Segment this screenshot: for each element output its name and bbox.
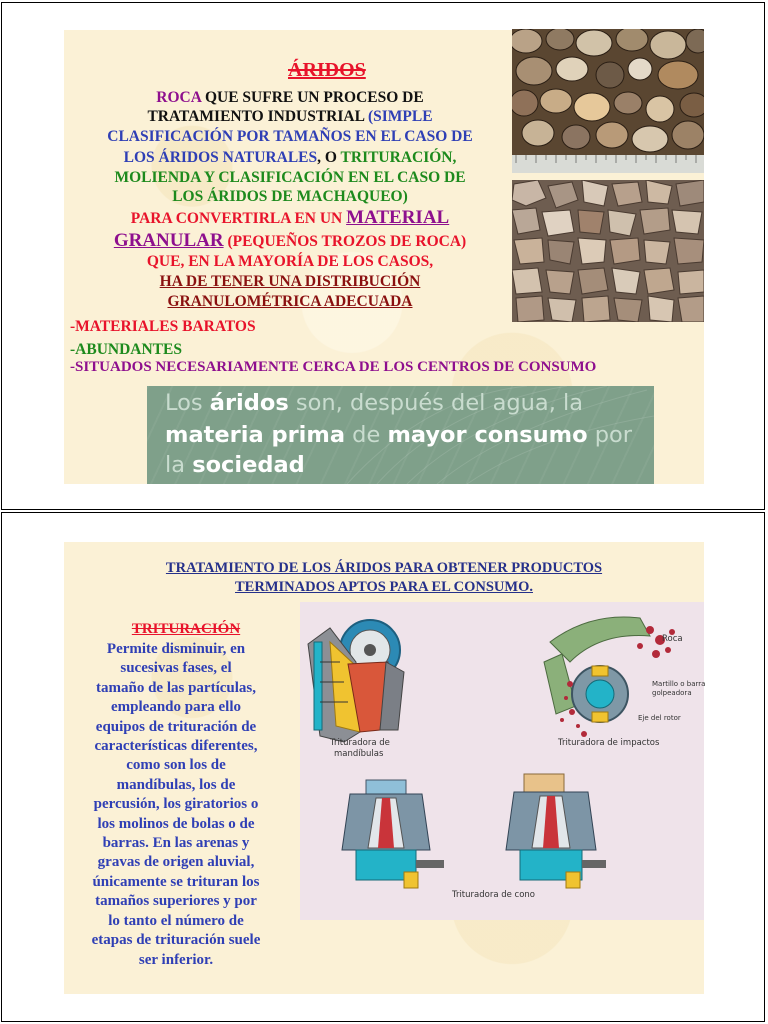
gravel-drawing xyxy=(512,180,704,322)
para-line: ser inferior. xyxy=(138,951,214,968)
definition-line-4 xyxy=(70,148,510,167)
def-text-4a: LOS ÁRIDOS NATURALES xyxy=(123,149,318,166)
bullet-cheap: -MATERIALES BARATOS xyxy=(70,318,256,335)
martillo-label-2: golpeadora xyxy=(652,689,692,697)
definition-line-5: MOLIENDA Y CLASIFICACIÓN EN EL CASO DE xyxy=(114,169,466,186)
para-line: etapas de trituración suele xyxy=(91,932,261,949)
conversion-line-4: HA DE TENER UNA DISTRIBUCIÓN xyxy=(159,273,421,290)
para-line: barras. En las arenas y xyxy=(102,835,250,852)
pebbles-drawing xyxy=(512,29,704,173)
para-line: únicamente se trituran los xyxy=(92,873,260,890)
conversion-line-1 xyxy=(70,208,510,228)
para-line: mandíbulas, los de xyxy=(116,776,236,793)
definition-line-6: LOS ÁRIDOS DE MACHAQUEO) xyxy=(172,188,408,205)
banner-line-2 xyxy=(165,422,632,448)
para-line: los molinos de bolas o de xyxy=(97,815,255,832)
def-text-2b: (SIMPLE xyxy=(367,108,433,125)
cone-crusher-right-drawing xyxy=(506,774,606,888)
para-line: Permite disminuir, en xyxy=(106,641,246,657)
aridos-consumption-banner xyxy=(147,386,654,484)
para-line: como son los de xyxy=(126,757,226,774)
definition-line-2 xyxy=(70,107,510,126)
bullet-near-consumption: -SITUADOS NECESARIAMENTE CERCA DE LOS CENTROS DE CONSUMO xyxy=(70,359,597,375)
martillo-label-1: Martillo o barra xyxy=(652,680,706,688)
def-text-4b: , O xyxy=(317,149,341,166)
banner-text: por xyxy=(587,422,633,448)
crushers-illustration xyxy=(300,602,704,920)
definition-line-3: CLASIFICACIÓN POR TAMAÑOS EN EL CASO DE xyxy=(107,128,473,145)
para-line: percusión, los giratorios o xyxy=(93,796,259,813)
banner-line-3 xyxy=(165,452,305,478)
eje-label: Eje del rotor xyxy=(638,714,681,722)
impact-caption: Trituradora de impactos xyxy=(558,738,660,748)
banner-text: de xyxy=(345,422,388,448)
para-line: empleando para ello xyxy=(111,699,241,716)
trituracion-heading: TRITURACIÓN xyxy=(131,621,241,637)
banner-bold: mayor consumo xyxy=(387,422,588,448)
conv-text-1: PARA CONVERTIRLA EN UN xyxy=(130,210,347,227)
definition-line-1 xyxy=(70,88,510,107)
banner-line-1 xyxy=(165,390,583,416)
banner-bold: materia prima xyxy=(165,422,346,448)
jaw-caption-2: mandíbulas xyxy=(334,749,384,759)
roca-label: Roca xyxy=(662,634,683,644)
conversion-line-3: QUE, EN LA MAYORÍA DE LOS CASOS, xyxy=(146,253,434,270)
para-line: lo tanto el número de xyxy=(108,912,244,929)
trituracion-paragraph xyxy=(64,640,288,970)
para-line: equipos de trituración de xyxy=(95,718,257,735)
cone-caption: Trituradora de cono xyxy=(452,890,536,900)
para-line: tamaño de las partículas, xyxy=(95,679,256,696)
crushed-gravel-photo xyxy=(512,180,704,322)
def-text-1: QUE SUFRE UN PROCESO DE xyxy=(201,89,424,106)
cone-crusher-left-drawing xyxy=(342,780,444,888)
material-word: MATERIAL xyxy=(346,207,450,228)
def-text-4c: TRITURACIÓN, xyxy=(340,149,457,166)
jaw-crusher-drawing xyxy=(308,620,404,742)
slide-1-title: ÁRIDOS xyxy=(288,59,366,81)
slide-2-title-line-2: TERMINADOS APTOS PARA EL CONSUMO. xyxy=(235,579,533,595)
banner-bold: sociedad xyxy=(192,452,305,478)
conversion-line-2 xyxy=(70,231,510,251)
roca-word: ROCA xyxy=(156,89,202,106)
para-line: gravas de origen aluvial, xyxy=(97,854,255,871)
jaw-caption-1: Trituradora de xyxy=(330,738,390,748)
conv-text-2: (PEQUEÑOS TROZOS DE ROCA) xyxy=(223,233,467,250)
crushers-drawing xyxy=(300,602,704,920)
banner-text: Los xyxy=(165,390,210,416)
banner-text: son, después del agua, la xyxy=(288,390,584,416)
para-line: tamaños superiores y por xyxy=(95,893,257,910)
slide-2-title-line-1: TRATAMIENTO DE LOS ÁRIDOS PARA OBTENER PRODUCTOS xyxy=(165,560,603,576)
bullet-abundant: -ABUNDANTES xyxy=(70,341,182,358)
granular-word: GRANULAR xyxy=(113,230,224,251)
banner-bold: áridos xyxy=(209,390,289,416)
def-text-2: TRATAMIENTO INDUSTRIAL xyxy=(147,108,368,125)
para-line: características diferentes, xyxy=(94,738,258,755)
conversion-line-5: GRANULOMÉTRICA ADECUADA xyxy=(167,293,413,310)
banner-text: la xyxy=(165,452,193,478)
para-line: sucesivas fases, el xyxy=(120,660,232,677)
pebbles-photo xyxy=(512,29,704,173)
